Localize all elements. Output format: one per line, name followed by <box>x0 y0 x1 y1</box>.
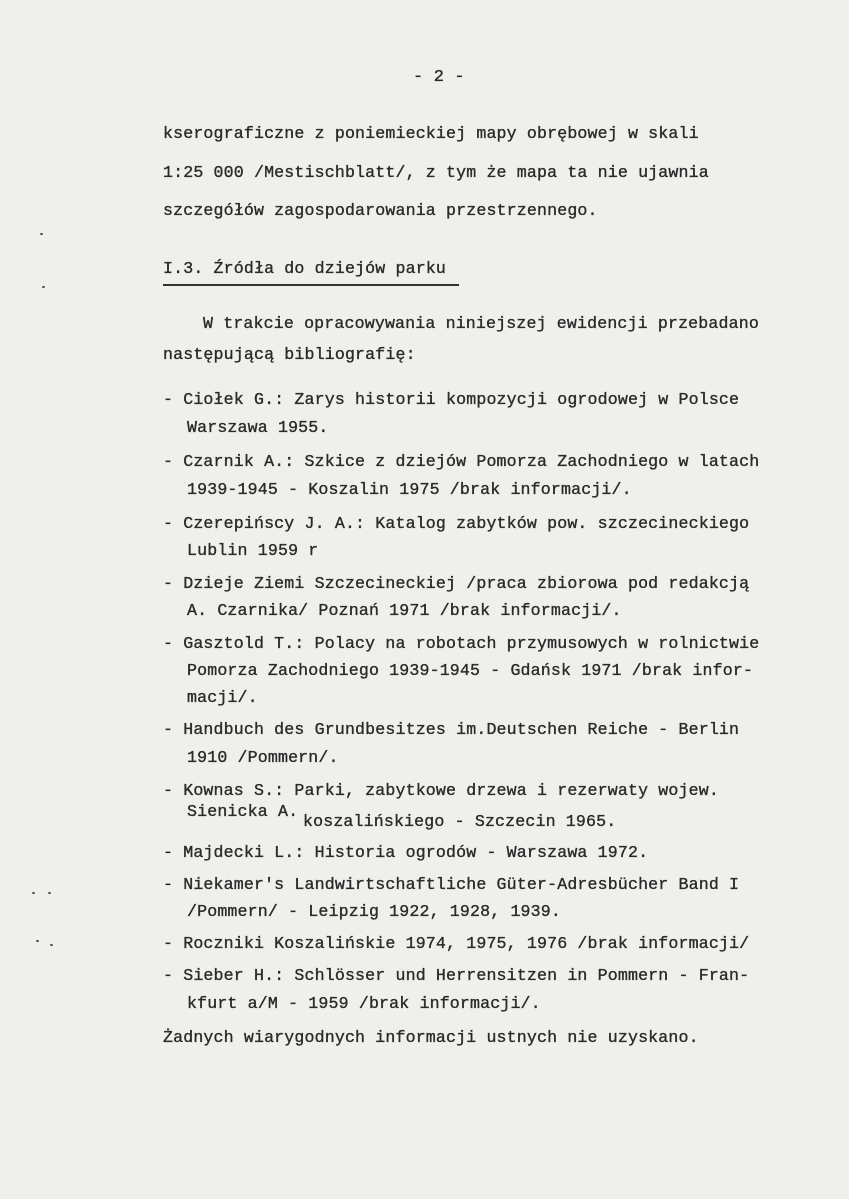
bib-item-4-line-2: A. Czarnika/ Poznań 1971 /brak informacji/. <box>187 601 622 620</box>
scan-speck <box>48 892 51 894</box>
bib-item-3-line-2: Lublin 1959 r <box>187 541 319 560</box>
section-heading: I.3. Źródła do dziejów parku <box>163 259 447 278</box>
intro-line-3: szczegółów zagospodarowania przestrzennego. <box>163 201 598 220</box>
bib-item-9-line-2: /Pommern/ - Leipzig 1922, 1928, 1939. <box>187 902 561 921</box>
bib-item-7-continuation: koszalińskiego - Szczecin 1965. <box>303 812 617 831</box>
scan-speck <box>36 940 39 942</box>
bib-item-5-line-1: - Gasztold T.: Polacy na robotach przymusowych w rolnictwie <box>163 634 760 653</box>
bib-item-5-line-3: macji/. <box>187 688 258 707</box>
scan-speck <box>42 286 45 288</box>
bib-item-11-line-1: - Sieber H.: Schlösser und Herrensitzen in Pommern - Fran- <box>163 966 750 985</box>
scan-speck <box>50 944 53 946</box>
intro-line-2: 1:25 000 /Mestischblatt/, z tym że mapa ta nie ujawnia <box>163 163 709 182</box>
bib-item-2-line-2: 1939-1945 - Koszalin 1975 /brak informacji/. <box>187 480 632 499</box>
bib-item-2-line-1: - Czarnik A.: Szkice z dziejów Pomorza Zachodniego w latach <box>163 452 760 471</box>
bib-item-4-line-1: - Dzieje Ziemi Szczecineckiej /praca zbiorowa pod redakcją <box>163 574 750 593</box>
section-heading-underline <box>163 284 459 286</box>
bib-item-7-line-2: Sienicka A. <box>187 802 299 821</box>
bib-item-7-line-1: - Kownas S.: Parki, zabytkowe drzewa i rezerwaty wojew. <box>163 781 719 800</box>
bib-item-10-line-1: - Roczniki Koszalińskie 1974, 1975, 1976 /brak informacji/ <box>163 934 750 953</box>
scan-speck <box>40 233 43 235</box>
lead-line-1: W trakcie opracowywania niniejszej ewidencji przebadano <box>203 314 759 333</box>
lead-line-2: następującą bibliografię: <box>163 345 416 364</box>
bib-item-1-line-2: Warszawa 1955. <box>187 418 329 437</box>
bib-item-11-line-2: kfurt a/M - 1959 /brak informacji/. <box>187 994 541 1013</box>
bib-item-5-line-2: Pomorza Zachodniego 1939-1945 - Gdańsk 1971 /brak infor- <box>187 661 754 680</box>
bib-item-1-line-1: - Ciołek G.: Zarys historii kompozycji ogrodowej w Polsce <box>163 390 740 409</box>
closing-sentence: Żadnych wiarygodnych informacji ustnych nie uzyskano. <box>163 1028 699 1047</box>
bib-item-6-line-1: - Handbuch des Grundbesitzes im.Deutschen Reiche - Berlin <box>163 720 740 739</box>
intro-line-1: kserograficzne z poniemieckiej mapy obrębowej w skali <box>163 124 699 143</box>
scan-speck <box>32 892 35 894</box>
bib-item-8-line-1: - Majdecki L.: Historia ogrodów - Warszawa 1972. <box>163 843 649 862</box>
bib-item-3-line-1: - Czerepińscy J. A.: Katalog zabytków pow. szczecineckiego <box>163 514 750 533</box>
page-number: - 2 - <box>413 68 465 87</box>
bib-item-9-line-1: - Niekamer's Landwirtschaftliche Güter-Adresbücher Band I <box>163 875 740 894</box>
bib-item-6-line-2: 1910 /Pommern/. <box>187 748 339 767</box>
